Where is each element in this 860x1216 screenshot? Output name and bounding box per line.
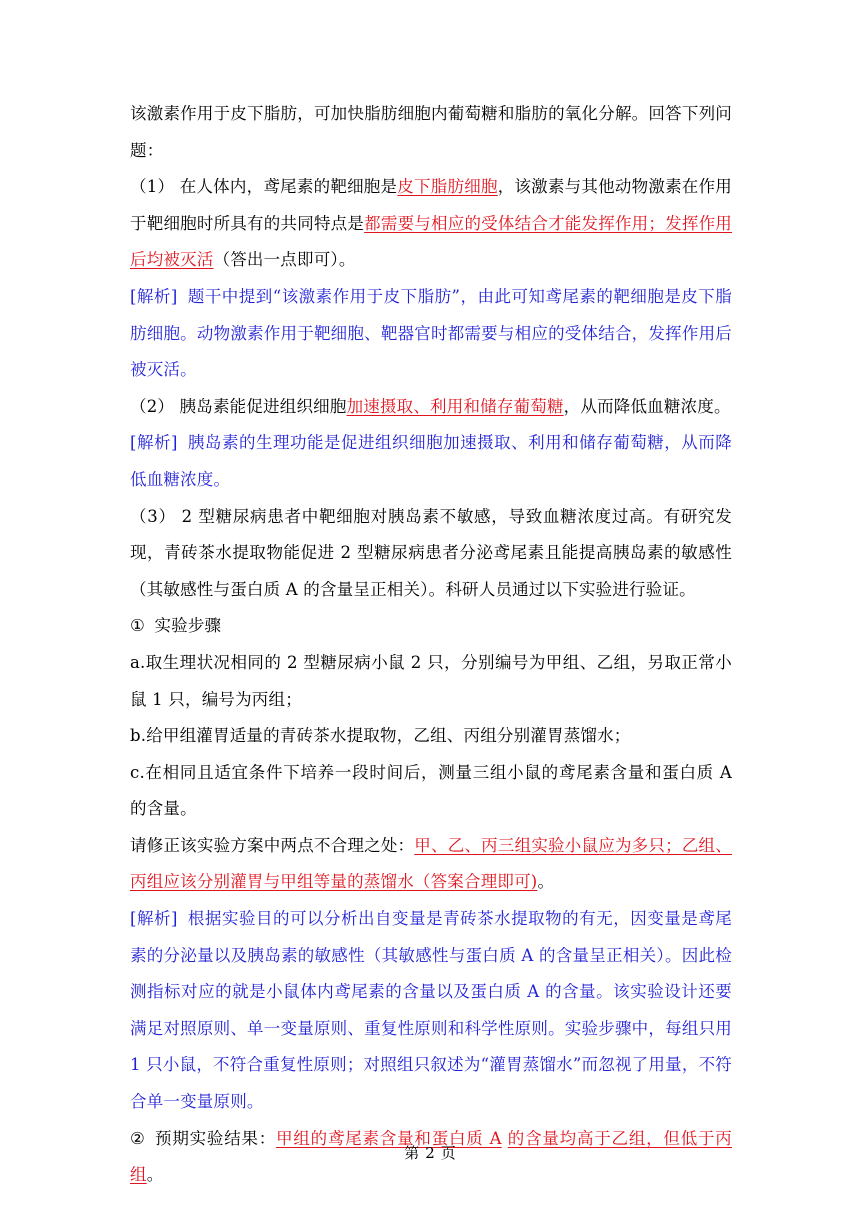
analysis-text: 题干中提到“该激素作用于皮下脂肪”，由此可知鸢尾素的靶细胞是皮下脂肪细胞。动物激素作用于靶细胞、靶器官时都需要与相应的受体结合，发挥作用后被灭活。 <box>130 286 732 380</box>
step-b <box>130 718 732 755</box>
answer-blank: 皮下脂肪细胞 <box>397 177 498 197</box>
page-footer <box>0 1142 860 1163</box>
step-header <box>130 608 732 645</box>
analysis-text: 根据实验目的可以分析出自变量是青砖茶水提取物的有无，因变量是鸢尾素的分泌量以及胰岛素的敏感性（其敏感性与蛋白质 A 的含量呈正相关）。因此检测指标对应的就是小鼠体内鸢尾素的含量以及蛋白质 A 的含量。该实验设计还要满足对照原则、单一变量原则、重复性原则和科学性原则。实验步骤中，每组只用 1 只小鼠，不符合重复性原则；对照组只叙述为“灌胃蒸馏水”而忽视了用量，不符合单一变量原则。 <box>130 909 732 1112</box>
step-header-text: 实验步骤 <box>149 616 222 636</box>
analysis-tag: [解析] <box>130 433 178 453</box>
answer-blank: 都需要与相应的受体结合才能发挥作用；发挥作用后均被灭活 <box>130 213 732 270</box>
analysis-text: 胰岛素的生理功能是促进组织细胞加速摄取、利用和储存葡萄糖，从而降低血糖浓度。 <box>130 433 732 489</box>
question-number: （3） <box>130 506 176 526</box>
question-text: 在人体内，鸢尾素的靶细胞是 <box>174 177 398 197</box>
question-text: 请修正该实验方案中两点不合理之处： <box>130 835 415 855</box>
question-text: 。 <box>146 1165 164 1185</box>
analysis-tag: [解析] <box>130 286 178 306</box>
question-number: （2） <box>130 396 175 416</box>
question-text: 。 <box>537 872 555 892</box>
page-content <box>130 96 732 1194</box>
circled-number: ① <box>130 616 145 636</box>
question-text: ，该激素与其他动物激素在作用于靶细胞时所具有的共同特点是 <box>130 177 732 233</box>
intro-text: 该激素作用于皮下脂肪，可加快脂肪细胞内葡萄糖和脂肪的氧化分解。回答下列问题： <box>130 104 732 160</box>
question-text: （答出一点即可）。 <box>213 250 356 270</box>
question-text: 2 型糖尿病患者中靶细胞对胰岛素不敏感，导致血糖浓度过高。有研究发现，青砖茶水提取物能促进 2 型糖尿病患者分泌鸢尾素且能提高胰岛素的敏感性（其敏感性与蛋白质 A 的含量呈正相关）。科研人员通过以下实验进行验证。 <box>130 506 732 599</box>
step-b-text: b.给甲组灌胃适量的青砖茶水提取物，乙组、丙组分别灌胃蒸馏水； <box>130 726 631 746</box>
answer-blank: 甲、乙、丙三组实验小鼠应为多只；乙组、丙组应该分别灌胃与甲组等量的蒸馏水（答案合理即可) <box>130 835 732 892</box>
analysis-2 <box>130 425 732 498</box>
answer-blank: 的含量均高于乙组，但低于丙组 <box>130 1128 732 1185</box>
answer-blank: 甲组的鸢尾素含量和蛋白质 A <box>276 1128 502 1148</box>
question-3 <box>130 499 732 609</box>
footer-prefix: 第 <box>404 1144 420 1162</box>
question-text: 胰岛素能促进组织细胞 <box>174 396 347 416</box>
answer-blank: 加速摄取、利用和储存葡萄糖 <box>346 396 564 416</box>
question-1 <box>130 169 732 279</box>
question-text: ，从而降低血糖浓度。 <box>563 396 731 416</box>
step-a <box>130 645 732 718</box>
circled-number: ② <box>130 1128 145 1148</box>
intro-paragraph <box>130 96 732 169</box>
footer-suffix: 页 <box>440 1144 456 1162</box>
analysis-tag: [解析] <box>130 909 178 929</box>
step-a-text: a.取生理状况相同的 2 型糖尿病小鼠 2 只，分别编号为甲组、乙组，另取正常小鼠 1 只，编号为丙组； <box>130 652 732 709</box>
step-c-text: c.在相同且适宜条件下培养一段时间后，测量三组小鼠的鸢尾素含量和蛋白质 A 的含量。 <box>130 762 732 819</box>
question-2 <box>130 389 732 426</box>
step-c <box>130 755 732 828</box>
analysis-1 <box>130 279 732 389</box>
question-number: （1） <box>130 177 175 197</box>
correction-question <box>130 828 732 901</box>
question-text: 预期实验结果： <box>149 1128 277 1148</box>
analysis-3 <box>130 901 732 1121</box>
page-number: 2 <box>425 1144 435 1162</box>
